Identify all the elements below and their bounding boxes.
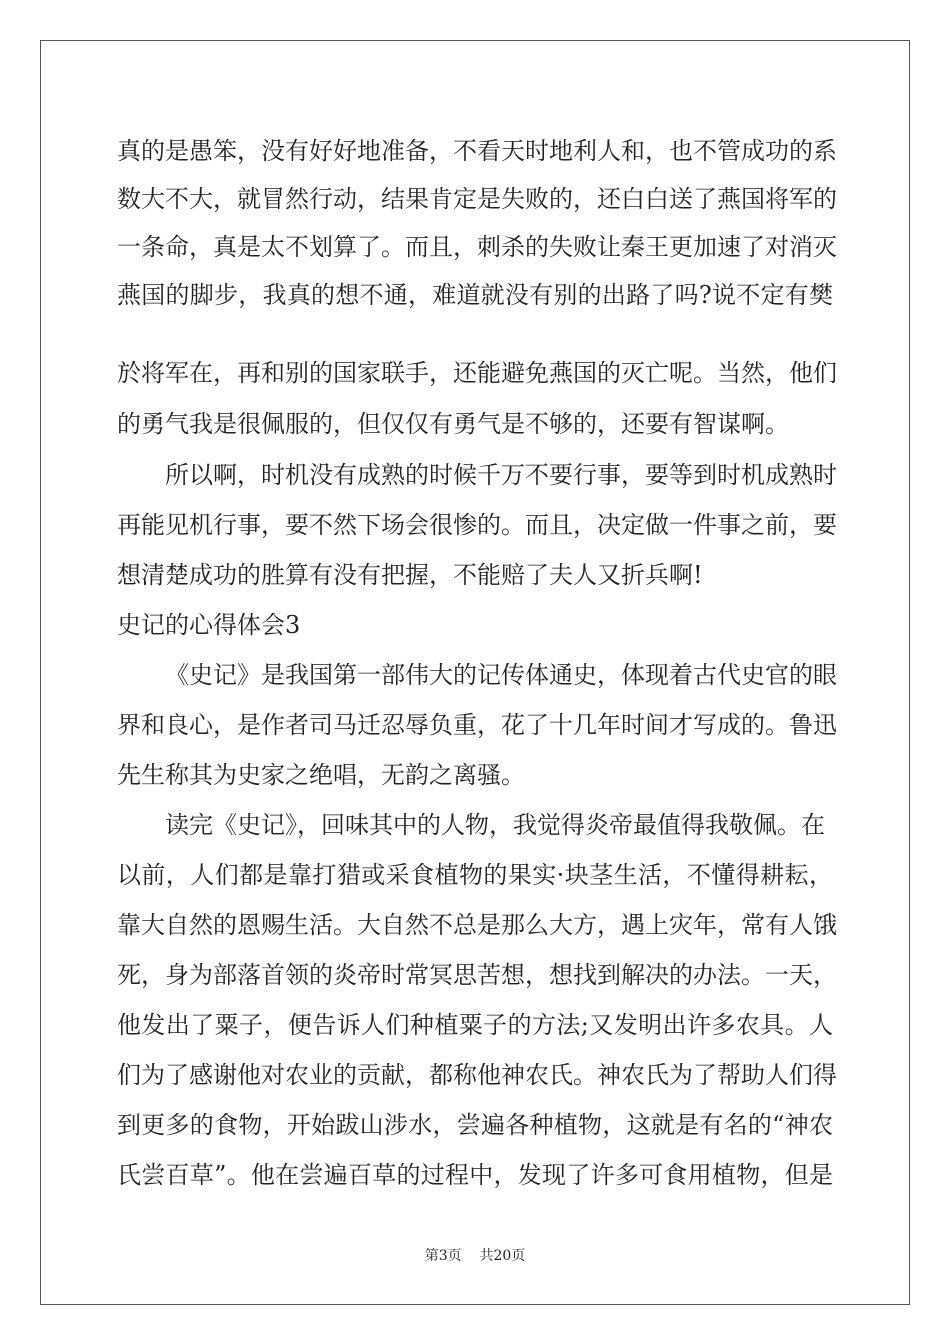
text-line: 靠大自然的恩赐生活。大自然不总是那么大方，遇上灾年，常有人饿 <box>117 911 837 939</box>
text-line: 界和良心，是作者司马迁忍辱负重，花了十几年时间才写成的。鲁迅 <box>117 711 837 739</box>
text-line: 到更多的食物，开始跋山涉水，尝遍各种植物，这就是有名的“神农 <box>117 1111 833 1139</box>
text-line: 数大不大，就冒然行动，结果肯定是失败的，还白白送了燕国将军的 <box>117 185 837 213</box>
text-line: 以前，人们都是靠打猎或采食植物的果实·块茎生活，不懂得耕耘， <box>117 861 833 889</box>
paragraph-first-line: 读完《史记》，回味其中的人物，我觉得炎帝最值得我敬佩。在 <box>165 811 825 839</box>
page-footer <box>0 1247 950 1265</box>
text-line: 的勇气我是很佩服的，但仅仅有勇气是不够的，还要有智谋啊。 <box>117 410 789 438</box>
paragraph-first-line: 《史记》是我国第一部伟大的记传体通史，体现着古代史官的眼 <box>165 661 837 689</box>
text-line: 一条命，真是太不划算了。而且，刺杀的失败让秦王更加速了对消灭 <box>117 233 837 261</box>
text-line: 再能见机行事，要不然下场会很惨的。而且，决定做一件事之前，要 <box>117 511 837 539</box>
page-total: 共20页 <box>479 1248 526 1264</box>
text-line: 燕国的脚步，我真的想不通，难道就没有别的出路了吗?说不定有樊 <box>117 281 833 309</box>
text-line: 他发出了粟子，便告诉人们种植粟子的方法;又发明出许多农具。人 <box>117 1011 833 1039</box>
text-line: 真的是愚笨，没有好好地准备，不看天时地利人和，也不管成功的系 <box>117 137 837 165</box>
section-heading: 史记的心得体会3 <box>117 611 301 639</box>
paragraph-first-line: 所以啊，时机没有成熟的时候千万不要行事，要等到时机成熟时 <box>165 461 837 489</box>
text-line: 先生称其为史家之绝唱，无韵之离骚。 <box>117 761 525 789</box>
page-number: 第3页 <box>424 1248 462 1264</box>
text-line: 们为了感谢他对农业的贡献，都称他神农氏。神农氏为了帮助人们得 <box>117 1061 837 1089</box>
text-line: 於将军在，再和别的国家联手，还能避免燕国的灭亡呢。当然，他们 <box>117 359 837 387</box>
text-line: 死，身为部落首领的炎帝时常冥思苦想，想找到解决的办法。一天， <box>117 961 837 989</box>
text-line: 氏尝百草”。他在尝遍百草的过程中，发现了许多可食用植物，但是 <box>117 1161 833 1189</box>
text-line: 想清楚成功的胜算有没有把握，不能赔了夫人又折兵啊! <box>117 561 703 589</box>
